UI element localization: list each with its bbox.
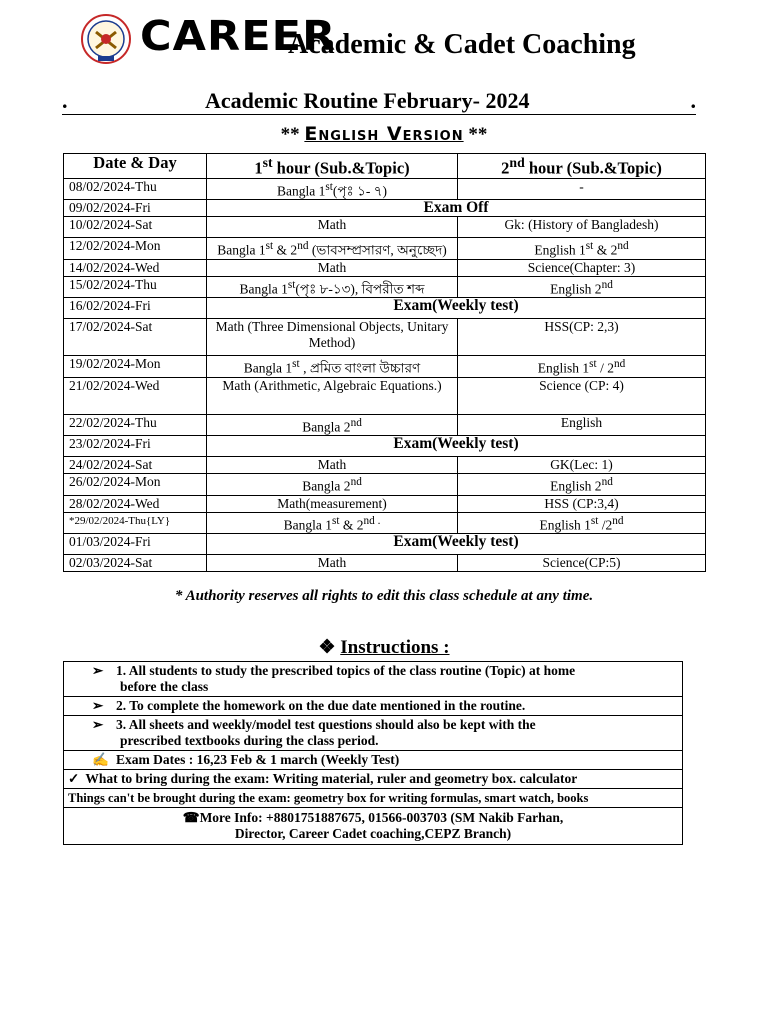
row-date: 16/02/2024-Fri [64,298,207,319]
row-date: 15/02/2024-Thu [64,276,207,298]
header-second-hour: 2nd hour (Sub.&Topic) [458,154,706,179]
instructions-title: Instructions : [340,637,450,658]
instruction-row [64,716,683,751]
table-row [64,457,706,474]
contact-info [64,808,683,845]
table-row [64,474,706,496]
row-date: 10/02/2024-Sat [64,217,207,238]
check-icon: ✓ [68,771,80,786]
instruction-item [64,662,683,697]
table-row [64,356,706,378]
routine-title [62,88,696,115]
instruction-item [64,697,683,716]
row-exam: Exam(Weekly test) [207,436,706,457]
version-label [0,123,768,146]
row-date: 12/02/2024-Mon [64,238,207,260]
not-bring-text: Things can't be brought during the exam: geometry box for writing formulas, smart watch, books [64,789,683,808]
table-row [64,259,706,276]
career-logo-icon [78,12,134,66]
arrow-bullet-icon: ➢ [92,663,104,678]
row-second-hour: Science(Chapter: 3) [458,259,706,276]
header-first-hour: 1st hour (Sub.&Topic) [207,154,458,179]
row-first-hour: Bangla 1st & 2nd . [207,512,458,534]
row-first-hour: Math [207,259,458,276]
header [78,10,698,70]
instruction-text: 1. All students to study the prescribed topics of the class routine (Topic) at home [116,663,576,678]
instructions-body [64,662,683,845]
row-second-hour: English 2nd [458,474,706,496]
table-row [64,534,706,555]
arrow-bullet-icon: ➢ [92,717,104,732]
phone-icon: ☎ [182,810,200,825]
instruction-row [64,662,683,697]
version-prefix: ** [280,124,300,145]
diamond-icon: ❖ [318,637,336,658]
row-second-hour: HSS (CP:3,4) [458,495,706,512]
contact-line-2: Director, Career Cadet coaching,CEPZ Branch) [234,826,512,841]
routine-body [64,178,706,572]
row-second-hour: English 1st /2nd [458,512,706,534]
row-date: 02/03/2024-Sat [64,555,207,572]
row-second-hour: English 1st / 2nd [458,356,706,378]
row-date: 28/02/2024-Wed [64,495,207,512]
not-bring-row [64,789,683,808]
table-header-row [64,154,706,179]
row-first-hour: Math (Three Dimensional Objects, Unitary Method) [207,319,458,356]
table-row [64,276,706,298]
row-date: 09/02/2024-Fri [64,200,207,217]
table-row [64,512,706,534]
row-first-hour: Math(measurement) [207,495,458,512]
table-row [64,200,706,217]
row-first-hour: Math (Arithmetic, Algebraic Equations.) [207,377,458,414]
title-dot-right: . [690,88,696,113]
table-row [64,298,706,319]
instruction-row [64,697,683,716]
version-suffix: ** [468,124,488,145]
row-date: 19/02/2024-Mon [64,356,207,378]
row-first-hour: Bangla 2nd [207,414,458,436]
row-first-hour: Bangla 1st(পৃঃ ৮-১৩), বিপরীত শব্দ [207,276,458,298]
contact-row [64,808,683,845]
row-date: *29/02/2024-Thu{LY} [64,512,207,534]
instruction-text: 3. All sheets and weekly/model test questions should also be kept with the [116,717,536,732]
arrow-bullet-icon: ➢ [92,698,104,713]
row-second-hour: Science (CP: 4) [458,377,706,414]
title-dot-left: . [62,88,68,113]
row-first-hour: Bangla 1st , প্রমিত বাংলা উচ্চারণ [207,356,458,378]
table-row [64,319,706,356]
row-date: 24/02/2024-Sat [64,457,207,474]
instruction-text-cont: prescribed textbooks during the class period. [120,733,379,748]
table-row [64,178,706,200]
table-row [64,414,706,436]
row-first-hour: Math [207,217,458,238]
row-exam: Exam Off [207,200,706,217]
table-row [64,238,706,260]
instruction-item [64,716,683,751]
instruction-text-cont: before the class [120,679,209,694]
instruction-text: 2. To complete the homework on the due date mentioned in the routine. [116,698,526,713]
row-date: 26/02/2024-Mon [64,474,207,496]
row-first-hour: Math [207,457,458,474]
instruction-row [64,751,683,770]
title-text: Academic Routine February- 2024 [205,88,530,113]
brand-name: CAREER [140,12,337,60]
table-row [64,495,706,512]
row-first-hour: Bangla 1st & 2nd (ভাবসম্প্রসারণ, অনুচ্ছেদ) [207,238,458,260]
routine-table [63,153,706,572]
row-second-hour: English 1st & 2nd [458,238,706,260]
row-first-hour: Math [207,555,458,572]
row-date: 21/02/2024-Wed [64,377,207,414]
header-date: Date & Day [64,154,207,179]
row-date: 17/02/2024-Sat [64,319,207,356]
contact-line-1: More Info: +8801751887675, 01566-003703 (SM Nakib Farhan, [199,810,564,825]
brand-subtitle: Academic & Cadet Coaching [288,29,636,60]
pen-icon: ✍ [92,752,109,767]
bring-item [64,770,683,789]
instruction-text: Exam Dates : 16,23 Feb & 1 march (Weekly Test) [116,752,400,767]
table-row [64,436,706,457]
table-row [64,555,706,572]
row-date: 01/03/2024-Fri [64,534,207,555]
table-row [64,217,706,238]
row-exam: Exam(Weekly test) [207,534,706,555]
row-date: 08/02/2024-Thu [64,178,207,200]
row-date: 22/02/2024-Thu [64,414,207,436]
bring-row [64,770,683,789]
row-second-hour: GK(Lec: 1) [458,457,706,474]
row-second-hour: HSS(CP: 2,3) [458,319,706,356]
authority-note: * Authority reserves all rights to edit this class schedule at any time. [174,588,594,604]
row-date: 14/02/2024-Wed [64,259,207,276]
bring-text: What to bring during the exam: Writing material, ruler and geometry box. calculator [85,771,578,786]
table-row [64,377,706,414]
row-second-hour: Gk: (History of Bangladesh) [458,217,706,238]
row-second-hour: - [458,178,706,200]
row-first-hour: Bangla 1st(পৃঃ ১- ৭) [207,178,458,200]
row-date: 23/02/2024-Fri [64,436,207,457]
row-exam: Exam(Weekly test) [207,298,706,319]
row-second-hour: English [458,414,706,436]
version-text: English Version [304,123,464,145]
row-second-hour: Science(CP:5) [458,555,706,572]
instructions-table [63,661,683,845]
instructions-heading [0,636,768,659]
instruction-item [64,751,683,770]
row-second-hour: English 2nd [458,276,706,298]
row-first-hour: Bangla 2nd [207,474,458,496]
